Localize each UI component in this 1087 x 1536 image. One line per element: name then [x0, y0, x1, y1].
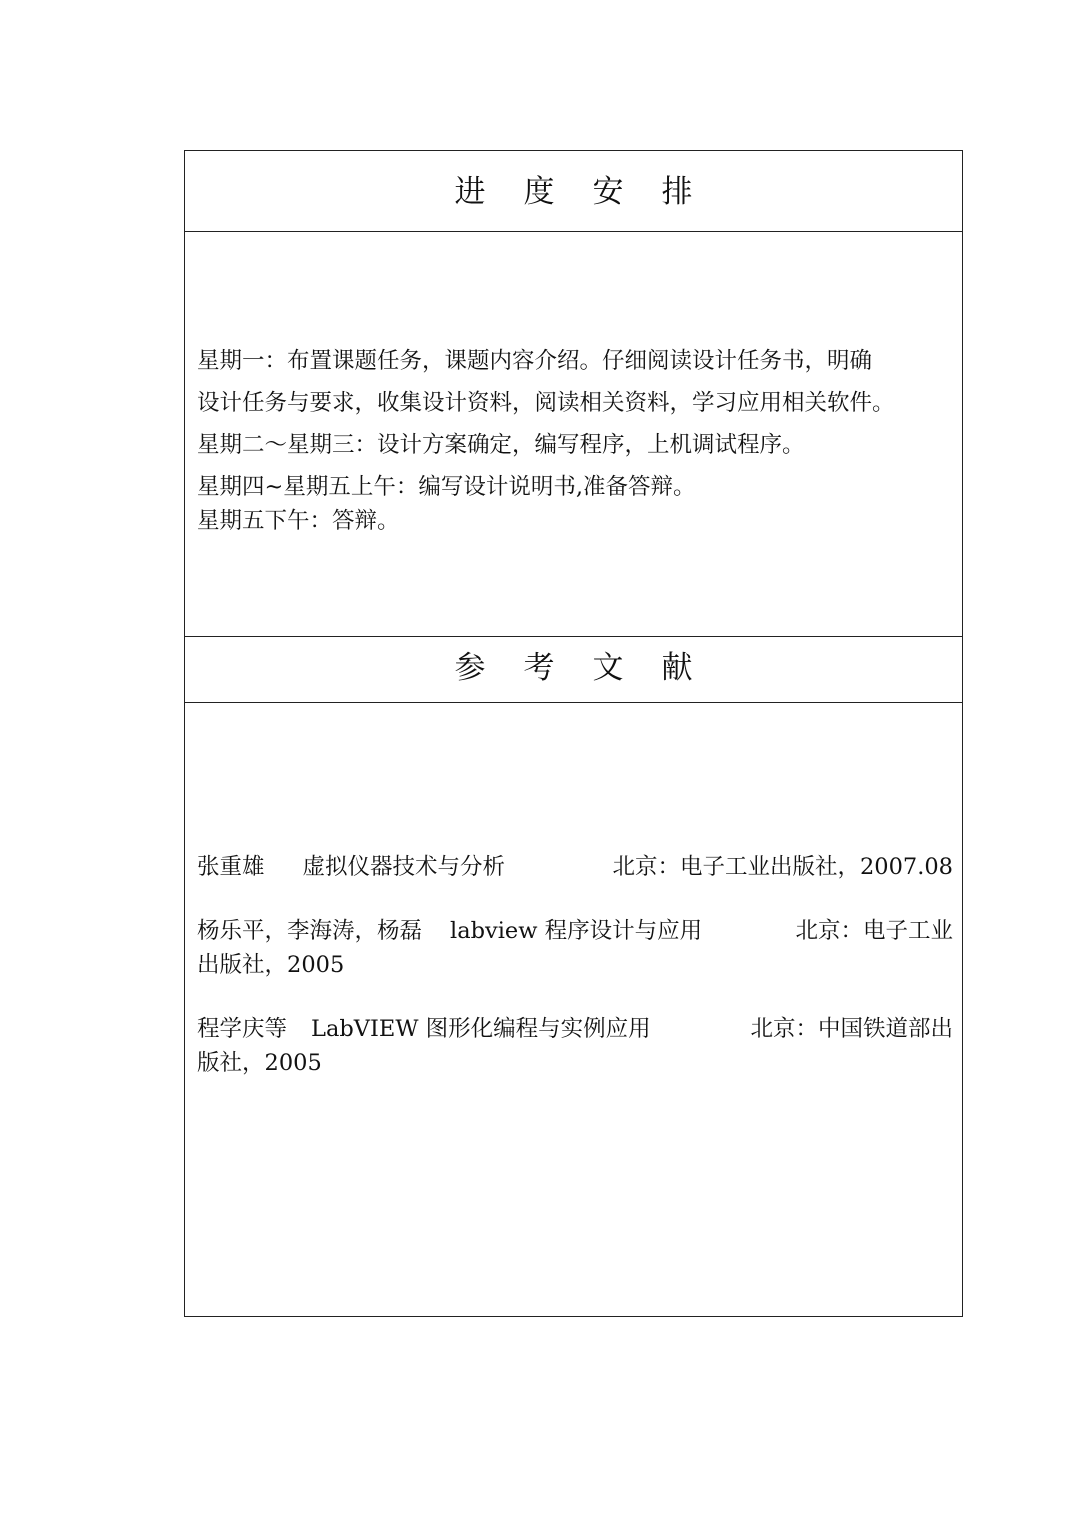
reference-title: LabVIEW 图形化编程与实例应用 — [311, 1016, 651, 1042]
reference-author: 程学庆等 — [197, 1016, 288, 1042]
schedule-line-1: 星期一：布置课题任务，课题内容介绍。仔细阅读设计任务书，明确 — [197, 348, 873, 374]
reference-author: 杨乐平，李海涛，杨磊 — [197, 918, 423, 944]
document-table — [184, 150, 963, 1317]
schedule-line-3: 星期二～星期三：设计方案确定，编写程序，上机调试程序。 — [197, 432, 805, 458]
reference-item — [197, 849, 953, 881]
references-heading-divider — [185, 702, 962, 703]
heading-divider — [185, 231, 962, 232]
reference-publisher-continued: 版社，2005 — [197, 1050, 322, 1076]
schedule-heading: 进度安排 — [454, 174, 731, 210]
schedule-line-4: 星期四~星期五上午：编写设计说明书,准备答辩。 — [197, 474, 696, 500]
reference-author: 张重雄 — [197, 854, 265, 880]
reference-item — [197, 913, 953, 945]
schedule-line-5: 星期五下午：答辩。 — [197, 508, 400, 534]
reference-publisher: 北京：中国铁道部出 — [750, 1016, 953, 1042]
reference-item — [197, 1011, 953, 1043]
section-divider — [185, 636, 962, 637]
references-heading: 参考文献 — [454, 650, 731, 686]
reference-publisher: 北京：电子工业出版社，2007.08 — [612, 854, 953, 880]
reference-title: 虚拟仪器技术与分析 — [302, 854, 506, 880]
reference-publisher-continued: 出版社，2005 — [197, 952, 345, 978]
reference-publisher: 北京：电子工业 — [795, 918, 953, 944]
reference-title: labview 程序设计与应用 — [450, 918, 703, 944]
schedule-line-2: 设计任务与要求，收集设计资料，阅读相关资料，学习应用相关软件。 — [197, 390, 895, 416]
